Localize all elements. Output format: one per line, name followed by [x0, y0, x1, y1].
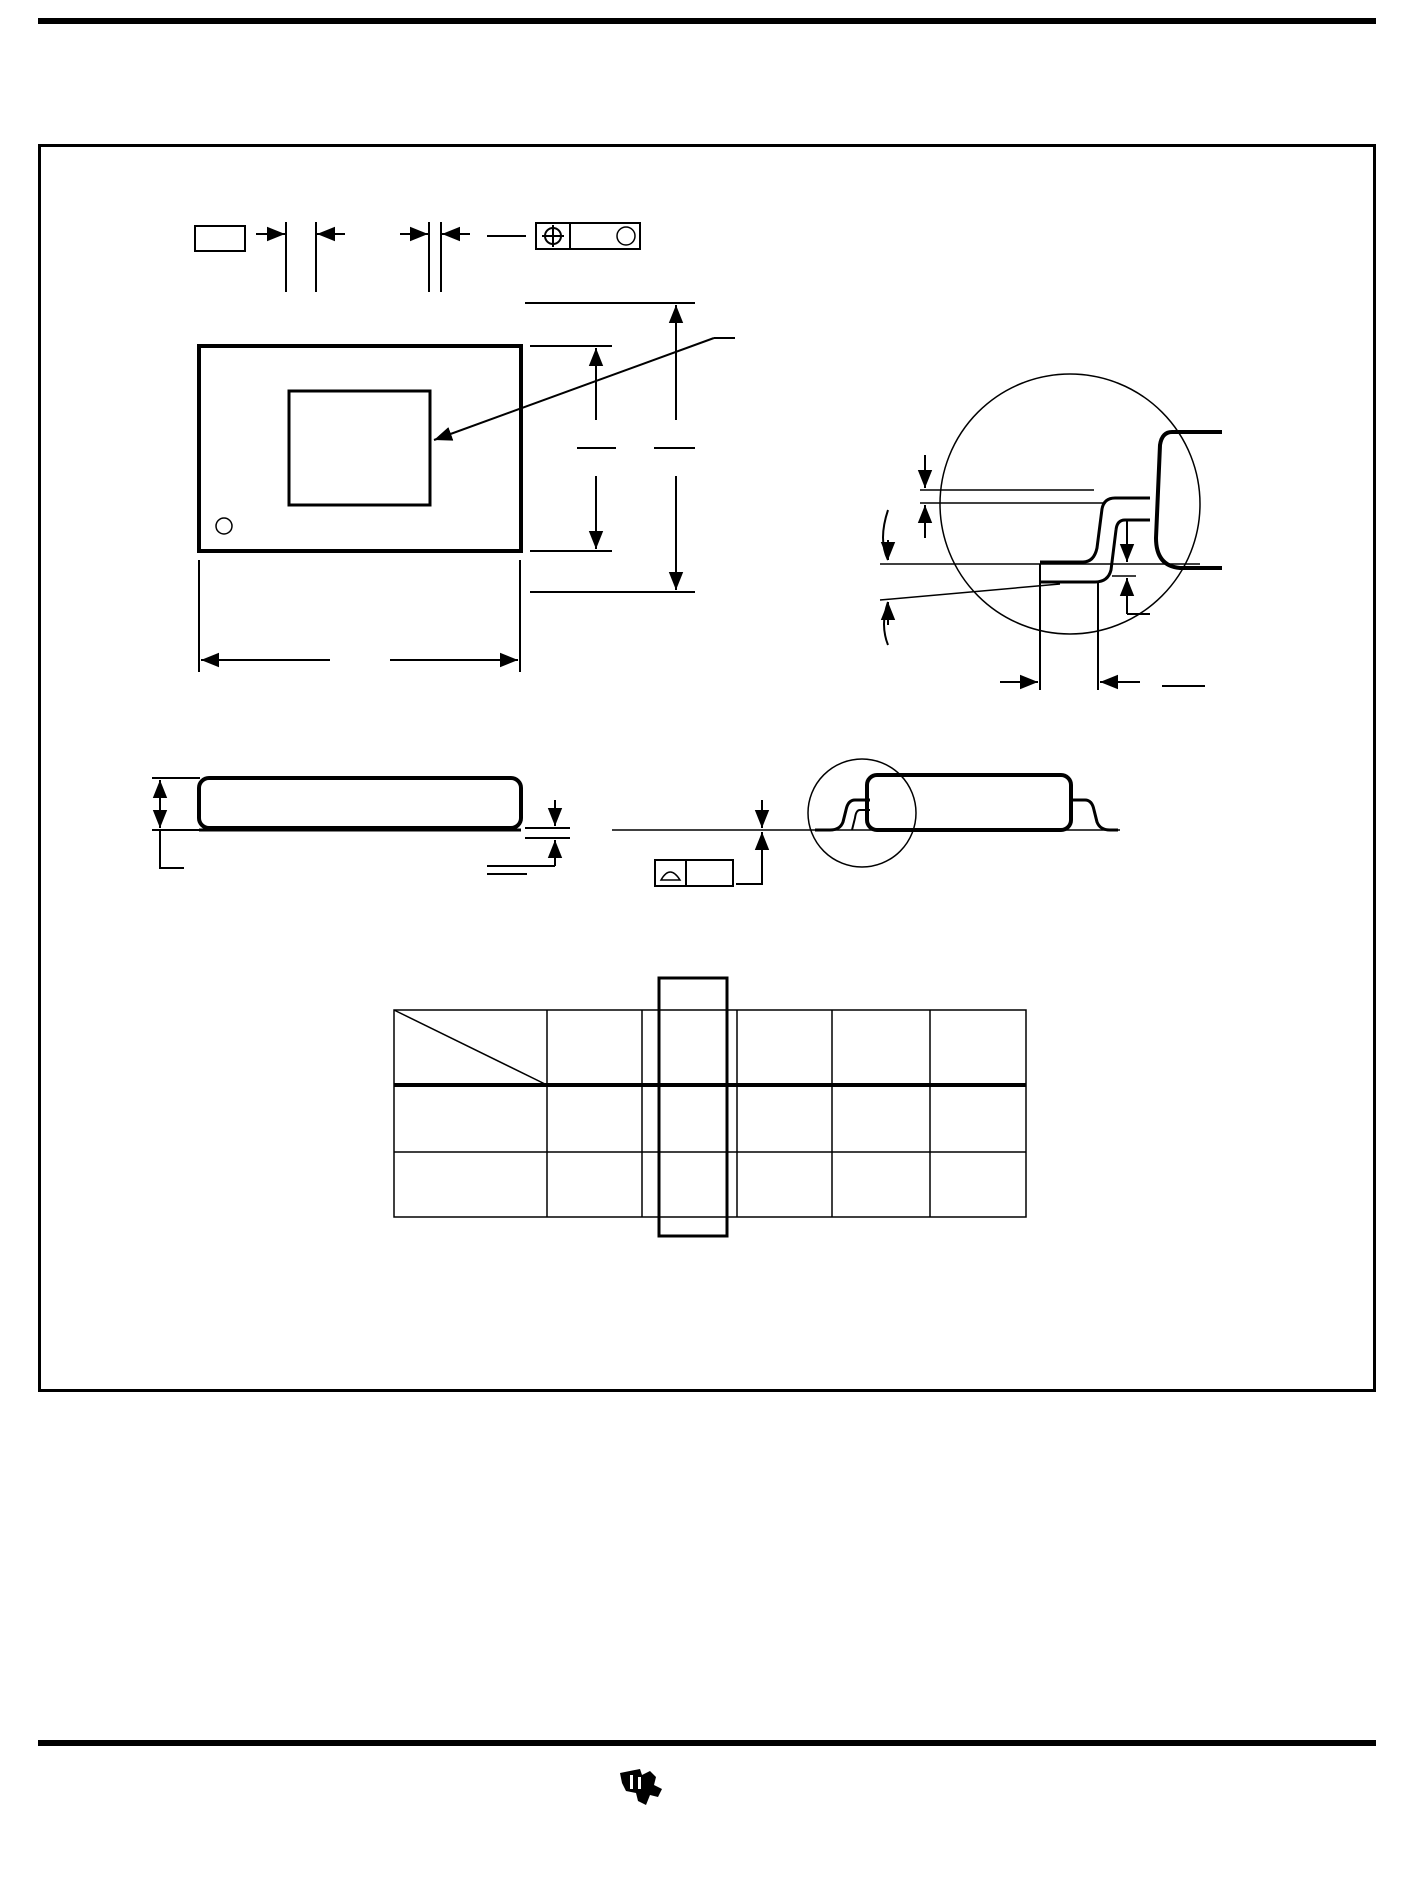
- seating-plane-detail: [612, 759, 1120, 886]
- pin1-dot: [216, 518, 232, 534]
- dimension-table-grid: [394, 1010, 1026, 1217]
- gage-plane-detail: [880, 374, 1222, 690]
- ti-logo-icon: [612, 1761, 812, 1871]
- top-body: [199, 346, 521, 551]
- bottom-rule: [38, 1740, 1376, 1746]
- pitch-box: [195, 226, 245, 251]
- highlight-16-pin-column: [659, 978, 727, 1236]
- thermal-pad: [289, 391, 430, 505]
- side-view: [152, 778, 570, 874]
- top-view: [195, 222, 735, 672]
